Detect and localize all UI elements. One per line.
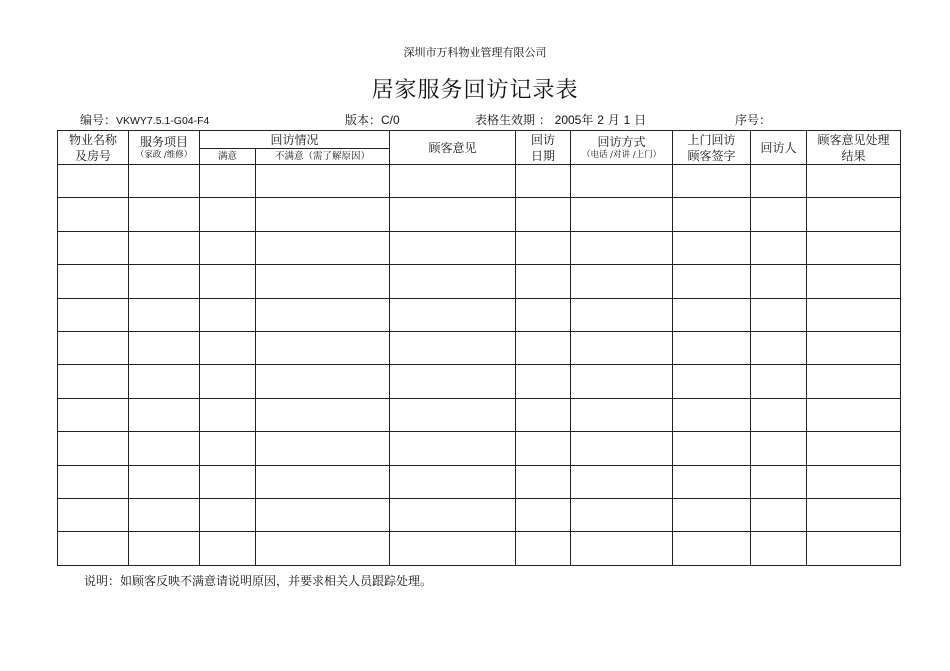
cell-visitor[interactable] [751, 165, 807, 198]
cell-opinion[interactable] [390, 398, 516, 431]
cell-service[interactable] [129, 365, 200, 398]
cell-method[interactable] [571, 398, 673, 431]
version-label: 版本： [345, 113, 382, 127]
form-code-value: VKWY7.5.1-G04-F4 [116, 115, 210, 127]
cell-owner[interactable] [58, 498, 129, 531]
cell-satisfied[interactable] [200, 198, 256, 231]
header-visit-situation: 回访情况 [200, 131, 390, 149]
cell-satisfied[interactable] [200, 498, 256, 531]
cell-method[interactable] [571, 432, 673, 465]
cell-satisfied[interactable] [200, 465, 256, 498]
cell-sign[interactable] [673, 365, 751, 398]
cell-sign[interactable] [673, 532, 751, 565]
cell-result[interactable] [807, 465, 901, 498]
cell-owner[interactable] [58, 298, 129, 331]
cell-sign[interactable] [673, 331, 751, 364]
cell-method[interactable] [571, 198, 673, 231]
cell-sign[interactable] [673, 231, 751, 264]
cell-unsatisfied[interactable] [256, 165, 390, 198]
header-result-line2: 结果 [841, 148, 866, 163]
cell-opinion[interactable] [390, 532, 516, 565]
header-date [516, 131, 571, 165]
cell-method[interactable] [571, 532, 673, 565]
cell-unsatisfied[interactable] [256, 498, 390, 531]
cell-service[interactable] [129, 298, 200, 331]
cell-date[interactable] [516, 165, 571, 198]
cell-unsatisfied[interactable] [256, 432, 390, 465]
cell-service[interactable] [129, 432, 200, 465]
effective-day-unit: 日 [634, 113, 647, 127]
header-result [807, 131, 901, 165]
cell-date[interactable] [516, 198, 571, 231]
header-unsatisfied: 不满意（需了解原因） [256, 149, 390, 165]
cell-unsatisfied[interactable] [256, 365, 390, 398]
cell-result[interactable] [807, 398, 901, 431]
cell-result[interactable] [807, 165, 901, 198]
cell-satisfied[interactable] [200, 532, 256, 565]
serial-number [735, 111, 771, 128]
header-service-line1: 服务项目 [139, 135, 188, 149]
cell-method[interactable] [571, 498, 673, 531]
cell-opinion[interactable] [390, 198, 516, 231]
cell-satisfied[interactable] [200, 398, 256, 431]
cell-service[interactable] [129, 265, 200, 298]
cell-result[interactable] [807, 365, 901, 398]
cell-unsatisfied[interactable] [256, 198, 390, 231]
header-sign-line1: 上门回访 [687, 132, 736, 147]
cell-visitor[interactable] [751, 198, 807, 231]
cell-sign[interactable] [673, 165, 751, 198]
cell-method[interactable] [571, 231, 673, 264]
table-row [58, 165, 901, 198]
table-row [58, 465, 901, 498]
form-title: 居家服务回访记录表 [371, 78, 579, 103]
cell-opinion[interactable] [390, 365, 516, 398]
cell-sign[interactable] [673, 198, 751, 231]
header-service [129, 131, 200, 165]
cell-sign[interactable] [673, 265, 751, 298]
table-row [58, 432, 901, 465]
header-owner-line2: 及房号 [74, 148, 111, 163]
cell-date[interactable] [516, 231, 571, 264]
cell-service[interactable] [129, 532, 200, 565]
cell-method[interactable] [571, 465, 673, 498]
form-code-label: 编号： [80, 113, 117, 127]
effective-date [475, 111, 646, 128]
cell-service[interactable] [129, 465, 200, 498]
cell-unsatisfied[interactable] [256, 298, 390, 331]
table-row [58, 398, 901, 431]
cell-owner[interactable] [58, 265, 129, 298]
cell-visitor[interactable] [751, 365, 807, 398]
cell-result[interactable] [807, 331, 901, 364]
table-row [58, 365, 901, 398]
cell-date[interactable] [516, 365, 571, 398]
cell-owner[interactable] [58, 532, 129, 565]
cell-unsatisfied[interactable] [256, 231, 390, 264]
table-row [58, 498, 901, 531]
cell-visitor[interactable] [751, 265, 807, 298]
cell-result[interactable] [807, 298, 901, 331]
header-owner [58, 131, 129, 165]
cell-result[interactable] [807, 231, 901, 264]
cell-owner[interactable] [58, 231, 129, 264]
cell-satisfied[interactable] [200, 231, 256, 264]
cell-visitor[interactable] [751, 331, 807, 364]
cell-method[interactable] [571, 265, 673, 298]
cell-method[interactable] [571, 298, 673, 331]
cell-satisfied[interactable] [200, 298, 256, 331]
effective-day: 1 [623, 113, 631, 127]
cell-sign[interactable] [673, 298, 751, 331]
cell-date[interactable] [516, 298, 571, 331]
cell-visitor[interactable] [751, 465, 807, 498]
cell-service[interactable] [129, 398, 200, 431]
cell-owner[interactable] [58, 365, 129, 398]
cell-satisfied[interactable] [200, 265, 256, 298]
cell-visitor[interactable] [751, 298, 807, 331]
cell-owner[interactable] [58, 165, 129, 198]
cell-result[interactable] [807, 532, 901, 565]
form-code [80, 111, 209, 128]
cell-opinion[interactable] [390, 331, 516, 364]
cell-sign[interactable] [673, 498, 751, 531]
cell-date[interactable] [516, 465, 571, 498]
cell-unsatisfied[interactable] [256, 398, 390, 431]
header-result-line1: 顾客意见处理 [817, 132, 890, 147]
cell-date[interactable] [516, 532, 571, 565]
cell-visitor[interactable] [751, 498, 807, 531]
footnote: 说明：如顾客反映不满意请说明原因，并要求相关人员跟踪处理。 [84, 574, 433, 588]
cell-unsatisfied[interactable] [256, 532, 390, 565]
header-method-sub: （电话 /对讲 /上门） [581, 150, 662, 160]
table-row [58, 231, 901, 264]
cell-method[interactable] [571, 365, 673, 398]
cell-opinion[interactable] [390, 465, 516, 498]
cell-sign[interactable] [673, 432, 751, 465]
form-version [345, 111, 400, 128]
cell-service[interactable] [129, 165, 200, 198]
cell-unsatisfied[interactable] [256, 465, 390, 498]
company-name: 深圳市万科物业管理有限公司 [403, 46, 547, 59]
effective-year-unit: 年 [581, 113, 594, 127]
cell-satisfied[interactable] [200, 331, 256, 364]
cell-result[interactable] [807, 498, 901, 531]
cell-owner[interactable] [58, 465, 129, 498]
cell-opinion[interactable] [390, 432, 516, 465]
serial-label: 序号： [735, 113, 772, 127]
cell-owner[interactable] [58, 432, 129, 465]
cell-unsatisfied[interactable] [256, 331, 390, 364]
header-sign [673, 131, 751, 165]
cell-method[interactable] [571, 331, 673, 364]
cell-opinion[interactable] [390, 165, 516, 198]
effective-label: 表格生效期 ： [475, 113, 551, 127]
cell-date[interactable] [516, 498, 571, 531]
cell-visitor[interactable] [751, 532, 807, 565]
cell-owner[interactable] [58, 331, 129, 364]
cell-date[interactable] [516, 331, 571, 364]
cell-satisfied[interactable] [200, 365, 256, 398]
cell-owner[interactable] [58, 198, 129, 231]
header-date-line2: 日期 [531, 148, 556, 163]
cell-result[interactable] [807, 198, 901, 231]
cell-opinion[interactable] [390, 265, 516, 298]
cell-service[interactable] [129, 198, 200, 231]
header-method-line1: 回访方式 [597, 135, 646, 149]
table-row [58, 331, 901, 364]
header-service-sub: （家政 /维修） [135, 150, 193, 160]
cell-sign[interactable] [673, 465, 751, 498]
cell-service[interactable] [129, 231, 200, 264]
header-owner-line1: 物业名称 [68, 132, 117, 147]
header-sign-line2: 顾客签字 [687, 148, 736, 163]
cell-satisfied[interactable] [200, 432, 256, 465]
table-row [58, 532, 901, 565]
table-row [58, 265, 901, 298]
cell-visitor[interactable] [751, 432, 807, 465]
cell-visitor[interactable] [751, 398, 807, 431]
header-opinion: 顾客意见 [390, 131, 516, 165]
cell-service[interactable] [129, 498, 200, 531]
cell-method[interactable] [571, 165, 673, 198]
cell-service[interactable] [129, 331, 200, 364]
header-satisfied: 满意 [200, 149, 256, 165]
header-visitor: 回访人 [751, 131, 807, 165]
cell-unsatisfied[interactable] [256, 265, 390, 298]
cell-date[interactable] [516, 398, 571, 431]
version-value: C/0 [381, 113, 400, 127]
header-method [571, 131, 673, 165]
cell-sign[interactable] [673, 398, 751, 431]
effective-month-unit: 月 [607, 113, 620, 127]
cell-owner[interactable] [58, 398, 129, 431]
table-row [58, 198, 901, 231]
effective-year: 2005 [554, 113, 582, 127]
effective-month: 2 [597, 113, 604, 127]
cell-opinion[interactable] [390, 231, 516, 264]
header-date-line1: 回访 [531, 132, 556, 147]
visit-record-table [57, 130, 901, 566]
cell-date[interactable] [516, 265, 571, 298]
cell-date[interactable] [516, 432, 571, 465]
cell-opinion[interactable] [390, 498, 516, 531]
cell-opinion[interactable] [390, 298, 516, 331]
cell-result[interactable] [807, 432, 901, 465]
cell-visitor[interactable] [751, 231, 807, 264]
cell-result[interactable] [807, 265, 901, 298]
cell-satisfied[interactable] [200, 165, 256, 198]
table-row [58, 298, 901, 331]
